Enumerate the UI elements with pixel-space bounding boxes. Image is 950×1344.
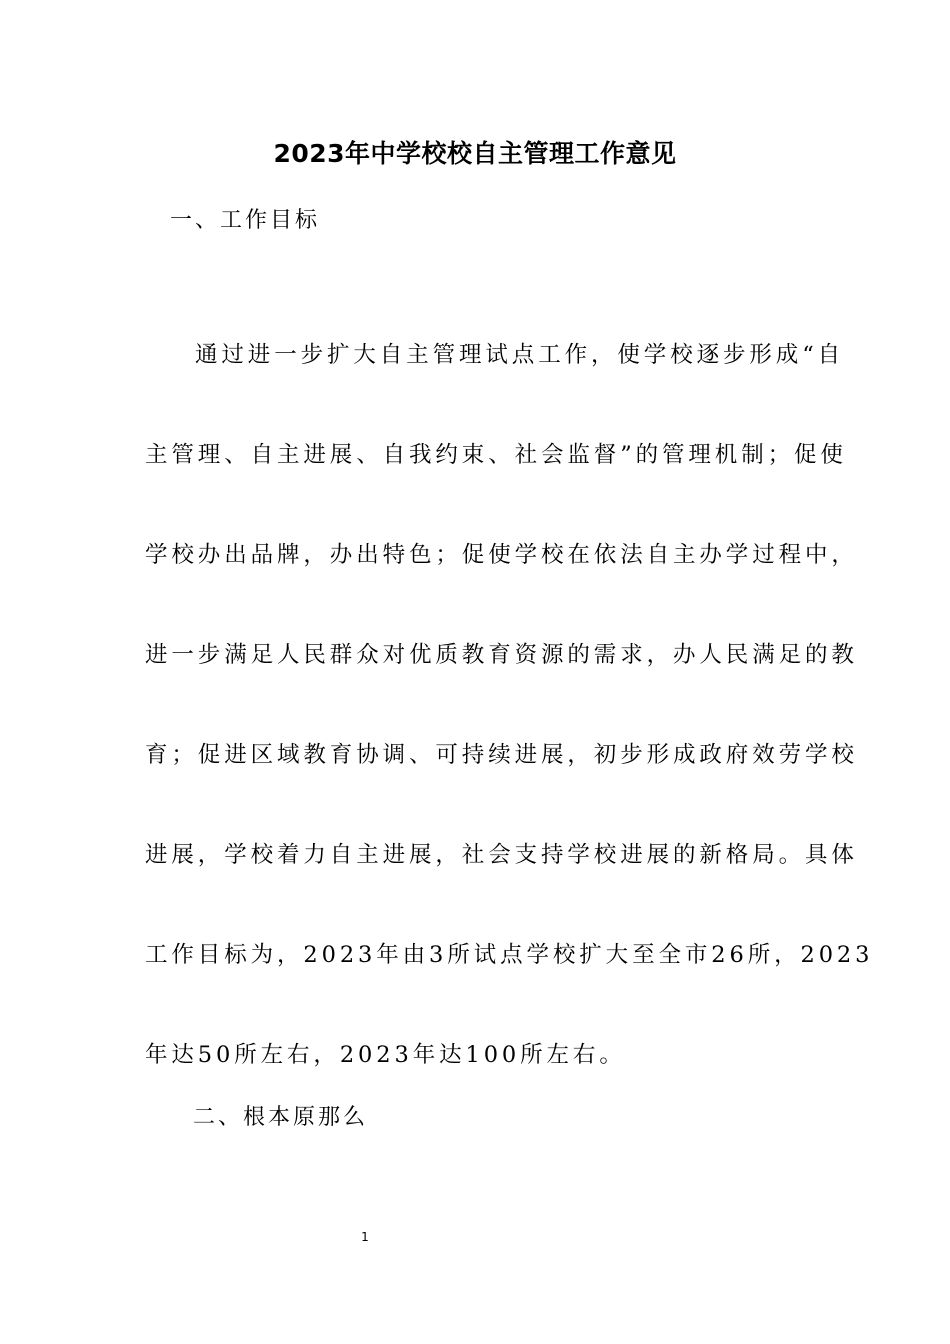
paragraph-line: 学校办出品牌，办出特色；促使学校在依法自主办学过程中， bbox=[145, 542, 858, 568]
paragraph-line: 通过进一步扩大自主管理试点工作，使学校逐步形成“自 bbox=[195, 342, 845, 368]
document-title: 2023年中学校校自主管理工作意见 bbox=[273, 139, 677, 168]
section-heading-principles: 二、根本原那么 bbox=[193, 1105, 369, 1130]
section-heading-goals: 一、工作目标 bbox=[170, 208, 321, 233]
paragraph-line: 主管理、自主进展、自我约束、社会监督”的管理机制；促使 bbox=[145, 442, 847, 468]
paragraph-line: 工作目标为，2023年由3所试点学校扩大至全市26所，2023 bbox=[145, 942, 874, 968]
paragraph-line: 育；促进区域教育协调、可持续进展，初步形成政府效劳学校 bbox=[145, 742, 858, 768]
paragraph-line: 进一步满足人民群众对优质教育资源的需求，办人民满足的教 bbox=[145, 642, 858, 668]
page-number: 1 bbox=[361, 1230, 369, 1244]
paragraph-line: 进展，学校着力自主进展，社会支持学校进展的新格局。具体 bbox=[145, 842, 858, 868]
paragraph-goals bbox=[145, 305, 874, 1105]
paragraph-line: 年达50所左右，2023年达100所左右。 bbox=[145, 1042, 626, 1068]
